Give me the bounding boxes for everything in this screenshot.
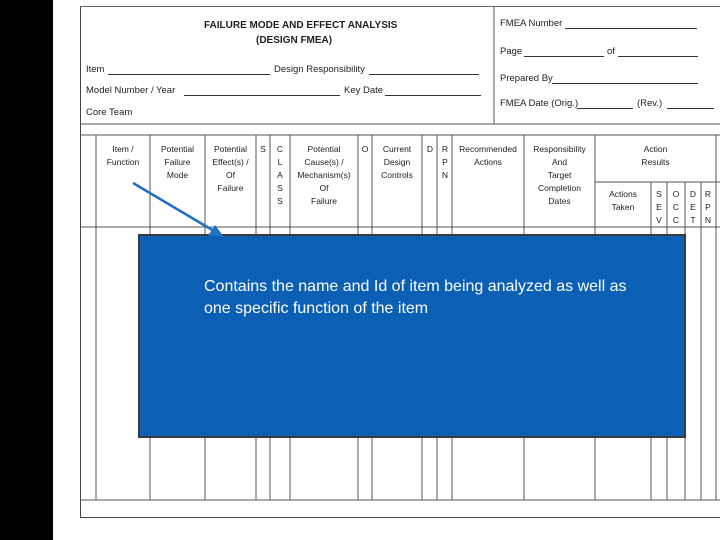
column-header-occurrence: O xyxy=(361,144,369,154)
column-header-controls: Current Design Controls xyxy=(381,144,413,180)
column-header-responsibility: Responsibility And Target Completion Dates xyxy=(533,144,586,206)
column-header-result-detection: D E T xyxy=(689,189,697,225)
key-date-label: Key Date xyxy=(344,85,384,96)
item-field-label: Item xyxy=(86,64,105,75)
model-number-year-label: Model Number / Year xyxy=(86,85,176,96)
fmea-date-orig-label: FMEA Date (Orig.) xyxy=(500,98,579,109)
fmea-date-rev-label: (Rev.) xyxy=(637,98,663,109)
column-header-severity: S xyxy=(260,144,266,154)
column-header-result-severity: S E V xyxy=(656,189,662,225)
column-header-failure-mode: Potential Failure Mode xyxy=(160,144,195,180)
form-subtitle: (DESIGN FMEA) xyxy=(256,35,333,46)
page-of-label: of xyxy=(607,46,615,57)
prepared-by-label: Prepared By xyxy=(500,73,553,84)
column-header-item-function: Item / Function xyxy=(106,144,140,167)
explanation-callout xyxy=(138,234,686,438)
fmea-number-label: FMEA Number xyxy=(500,18,563,29)
design-responsibility-label: Design Responsibility xyxy=(274,64,365,75)
column-header-effects: Potential Effect(s) / Of Failure xyxy=(212,144,249,193)
column-header-detection: D xyxy=(426,144,434,154)
form-title: FAILURE MODE AND EFFECT ANALYSIS xyxy=(204,20,398,31)
column-header-actions-taken: Actions Taken xyxy=(609,189,637,212)
core-team-label: Core Team xyxy=(86,107,133,118)
callout-text: Contains the name and Id of item being analyzed as well as one specific function of the item xyxy=(204,278,627,317)
column-header-class: C L A S S xyxy=(276,144,284,206)
column-header-rpn: R P N xyxy=(441,144,449,180)
page-label: Page xyxy=(500,46,523,57)
column-header-recommended-actions: Recommended Actions xyxy=(459,144,517,167)
column-header-causes: Potential Cause(s) / Mechanism(s) Of Failure xyxy=(297,144,351,206)
column-header-result-occurrence: O C C xyxy=(672,189,680,225)
column-header-result-rpn: R P N xyxy=(704,189,712,225)
column-header-action-results: Action Results xyxy=(641,144,670,167)
